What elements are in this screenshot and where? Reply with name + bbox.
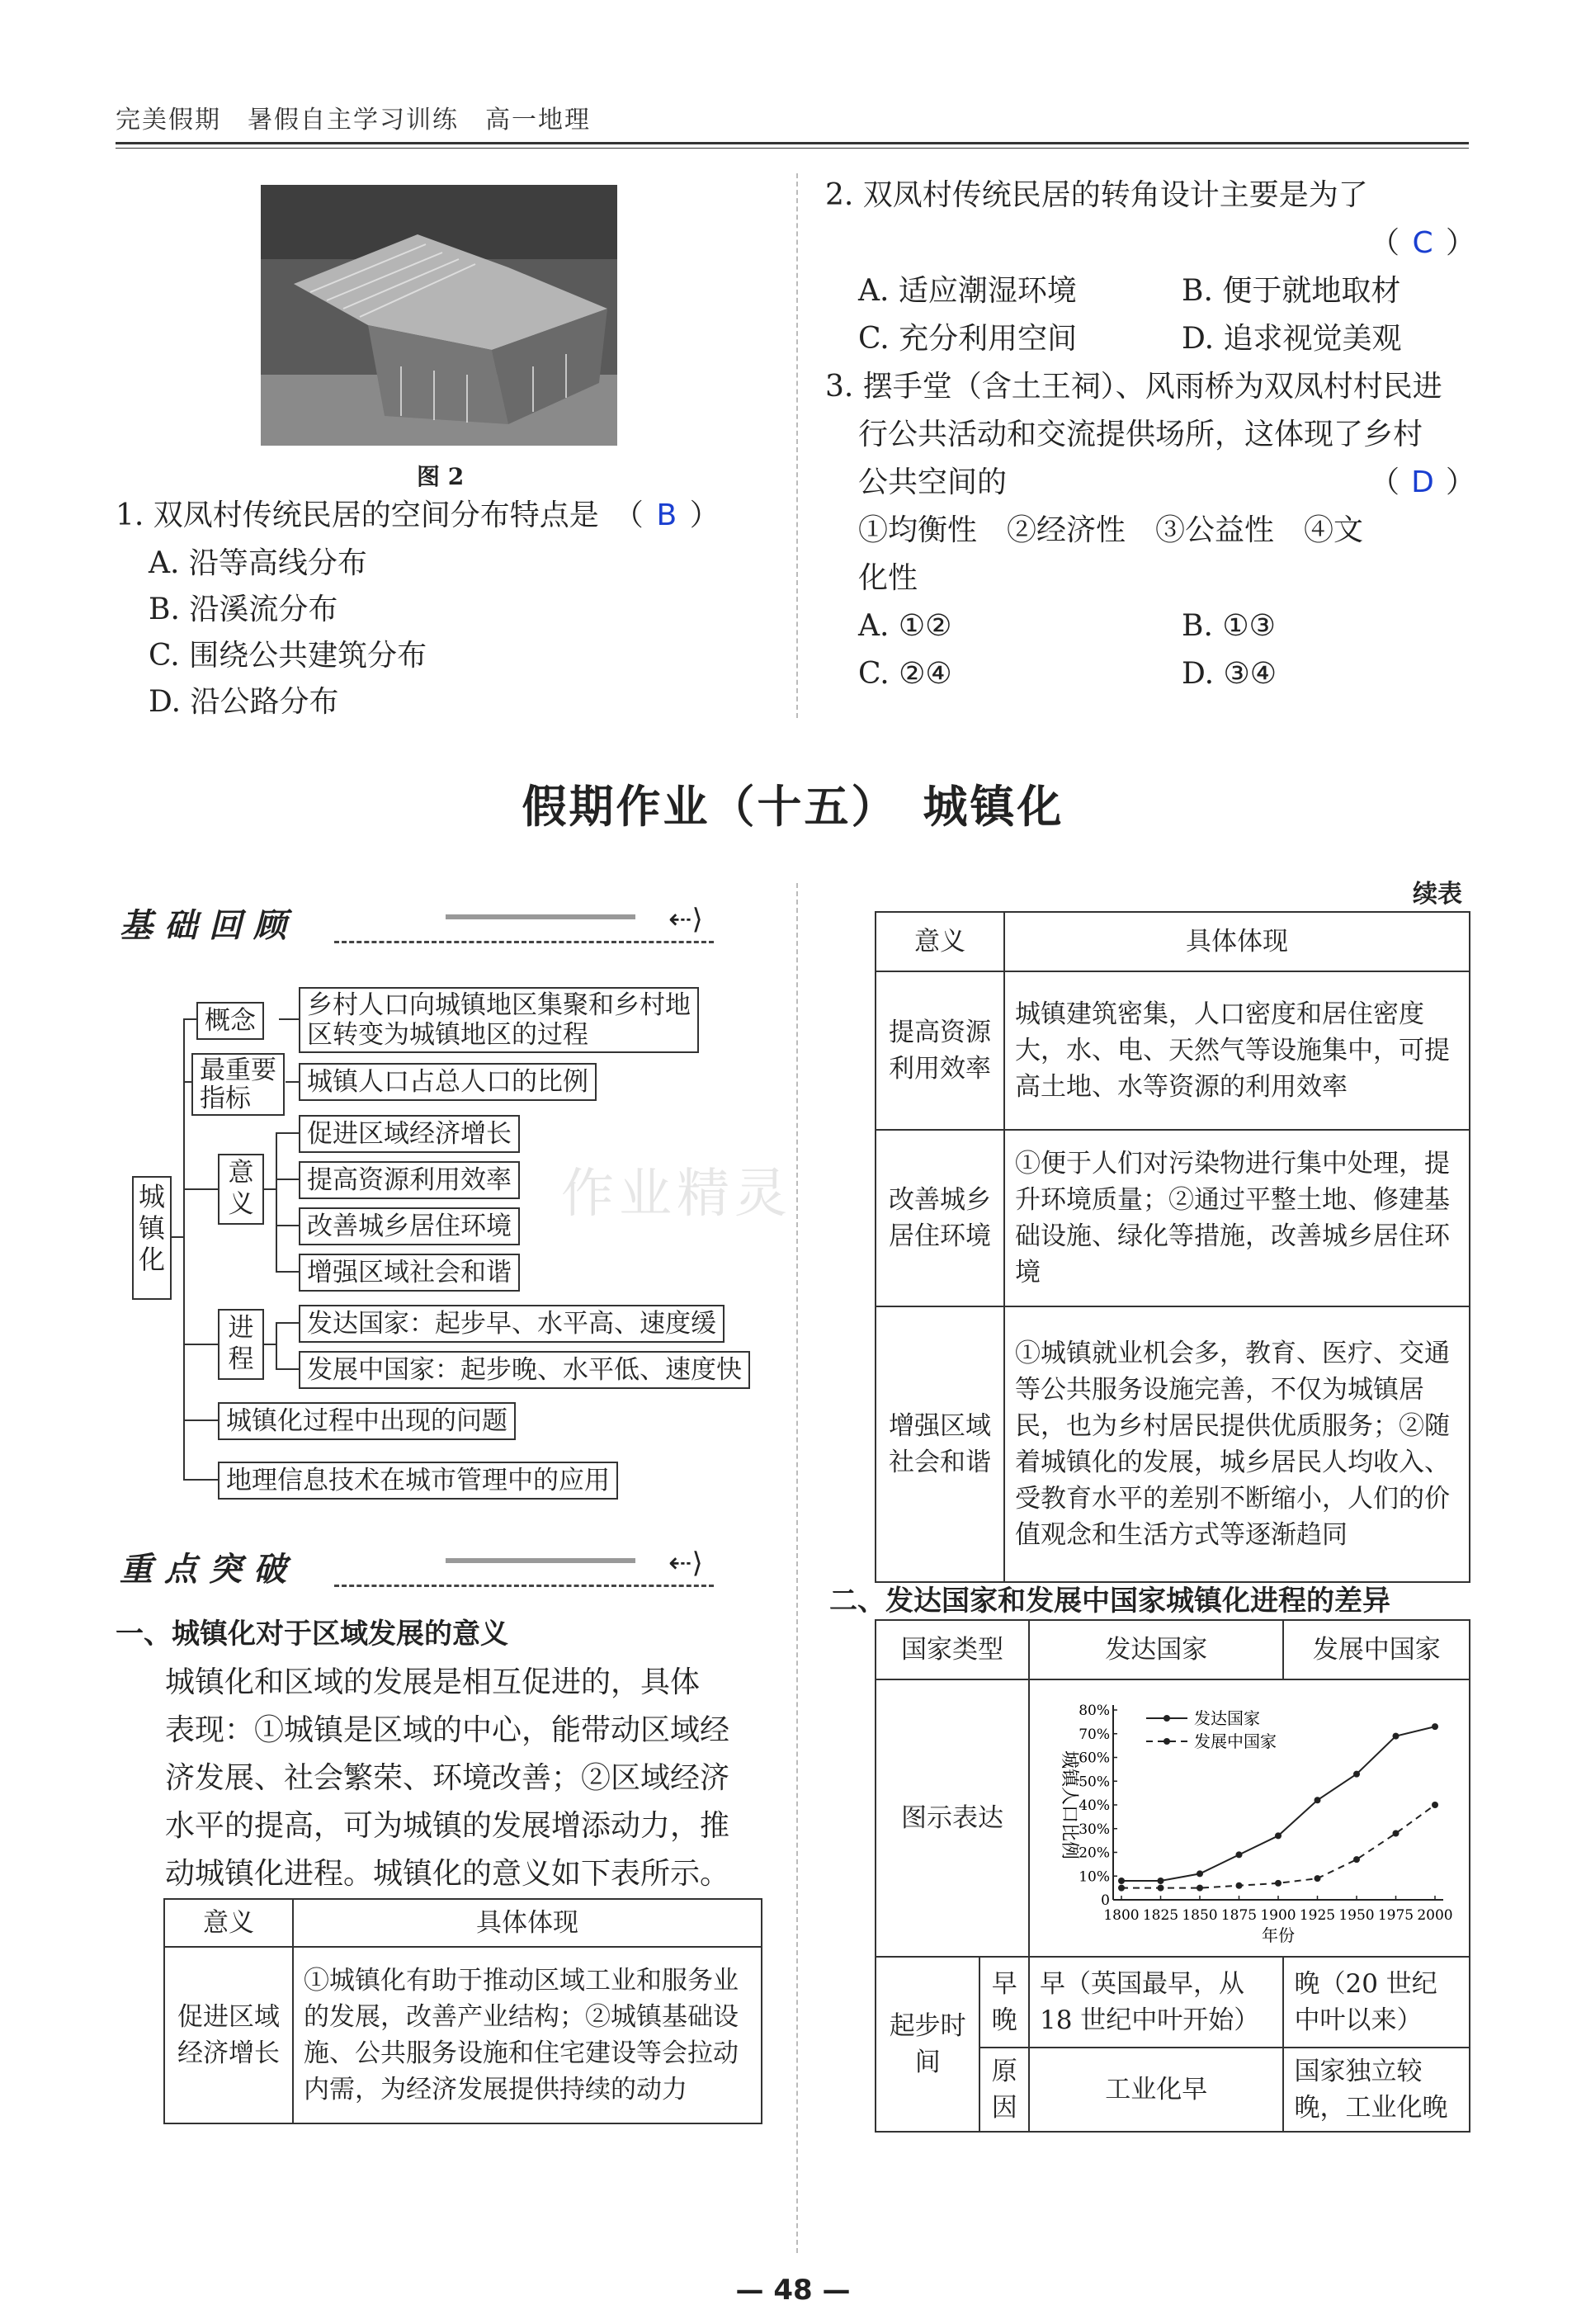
series-2-point	[1236, 1882, 1243, 1889]
pnum-value: 48	[773, 2274, 813, 2307]
t3-chart-cell	[1029, 1679, 1470, 1957]
t2-row3-meaning: 增强区域社会和谐	[876, 1306, 1004, 1582]
q2-open: （	[1370, 226, 1400, 260]
t3-developed-start: 早（英国最早，从 18 世纪中叶开始）	[1029, 1957, 1283, 2048]
t1-header-detail: 具体体现	[293, 1899, 762, 1947]
mm-connector	[183, 1419, 218, 1421]
subheading-2: 二、发达国家和发展中国家城镇化进程的差异	[829, 1585, 1390, 1618]
section-dash	[334, 941, 714, 943]
para-line-3: 济发展、社会繁荣、环境改善；②区域经济	[165, 1761, 730, 1795]
series-1-point	[1353, 1771, 1360, 1778]
series-1-point	[1158, 1878, 1164, 1884]
section-deco-bar	[446, 1558, 635, 1563]
legend-label-1: 发达国家	[1194, 1708, 1260, 1728]
indicator-line-2: 指标	[200, 1084, 251, 1113]
t3-developing-reason: 国家独立较晚，工业化晚	[1283, 2048, 1470, 2132]
series-2-point	[1197, 1885, 1203, 1892]
mm-connector	[264, 1344, 276, 1345]
para-line-2: 表现：①城镇是区域的中心，能带动区域经	[165, 1713, 730, 1747]
para-line-5: 动城镇化进程。城镇化的意义如下表所示。	[165, 1857, 730, 1891]
concept-line-1: 乡村人口向城镇地区集聚和乡村地	[307, 990, 691, 1020]
t1-row1-detail: ①城镇化有助于推动区域工业和服务业的发展，改善产业结构；②城镇基础设施、公共服务设施和住宅建设等会拉动内需，为经济发展提供持续的动力	[293, 1947, 762, 2123]
series-2-point	[1432, 1802, 1438, 1808]
page-number	[0, 2274, 1586, 2307]
figure-caption: 图 2	[417, 463, 465, 490]
meaning-item-2: 提高资源利用效率	[299, 1161, 520, 1199]
mm-connector	[183, 1479, 218, 1481]
q3-open: （	[1370, 465, 1400, 499]
q1-stem: 1. 双凤村传统民居的空间分布特点是 （	[116, 498, 644, 532]
series-2-point	[1275, 1880, 1282, 1887]
y-tick-label: 80%	[1079, 1703, 1110, 1719]
x-tick-label: 2000	[1417, 1907, 1453, 1924]
mindmap-gis: 地理信息技术在城市管理中的应用	[218, 1462, 618, 1500]
arrow-left-icon: ⇠⟩	[668, 903, 703, 936]
q2-answer: C	[1412, 226, 1433, 260]
mm-connector	[276, 1179, 299, 1180]
x-tick-label: 1950	[1338, 1907, 1375, 1924]
y-tick-label: 20%	[1079, 1845, 1110, 1862]
t3-start-label: 起步时间	[876, 1957, 979, 2132]
y-tick-label: 50%	[1079, 1774, 1110, 1791]
series-1-point	[1118, 1878, 1125, 1884]
t1-row1-meaning: 促进区域经济增长	[164, 1947, 293, 2123]
q1-option-c: C. 围绕公共建筑分布	[149, 639, 427, 673]
q3-line5: 化性	[858, 561, 918, 595]
q3-line2: 行公共活动和交流提供场所，这体现了乡村	[858, 418, 1423, 451]
process-developing: 发展中国家：起步晚、水平低、速度快	[299, 1351, 750, 1389]
subheading-1: 一、城镇化对于区域发展的意义	[116, 1618, 508, 1651]
building-illustration	[261, 185, 617, 446]
series-1-point	[1393, 1733, 1400, 1740]
t3-chart-label: 图示表达	[876, 1679, 1029, 1957]
mindmap-concept-text	[299, 987, 699, 1053]
pnum-dash-right: —	[812, 2274, 851, 2307]
mm-branch	[276, 1322, 277, 1370]
q3-option-b: B. ①③	[1182, 609, 1276, 643]
mm-branch	[276, 1132, 277, 1273]
mm-connector	[276, 1132, 299, 1134]
concept-line-2: 区转变为城镇地区的过程	[307, 1020, 588, 1050]
t3-developing-start: 晚（20 世纪中叶以来）	[1283, 1957, 1470, 2048]
t3-header-developing: 发展中国家	[1283, 1620, 1470, 1679]
t2-header-detail: 具体体现	[1004, 912, 1470, 971]
legend-marker-2	[1164, 1738, 1170, 1745]
comparison-table	[875, 1619, 1470, 2133]
x-tick-label: 1800	[1103, 1907, 1140, 1924]
x-axis-label: 年份	[1262, 1925, 1295, 1945]
mm-connector	[276, 1225, 299, 1226]
q2-close: ）	[1446, 226, 1476, 260]
section-key-breakthrough: 重点突破	[120, 1550, 298, 1589]
q1-close: ）	[689, 498, 720, 532]
t1-header-meaning: 意义	[164, 1899, 293, 1947]
question-1	[116, 492, 720, 540]
section-basic-review: 基础回顾	[120, 906, 298, 945]
series-1-point	[1236, 1851, 1243, 1858]
q3-answer-line	[1370, 459, 1475, 507]
para-line-4: 水平的提高，可为城镇的发展增添动力，推	[165, 1809, 730, 1843]
q3-close: ）	[1446, 465, 1476, 499]
mm-connector	[183, 1081, 191, 1083]
continued-label: 续表	[1413, 880, 1462, 909]
series-1-point	[1197, 1870, 1203, 1877]
t3-early-late-label: 早晚	[979, 1957, 1029, 2048]
series-2-point	[1118, 1885, 1125, 1892]
header-rule-thin	[116, 148, 1469, 149]
x-tick-label: 1900	[1260, 1907, 1296, 1924]
series-1-point	[1315, 1797, 1321, 1803]
t3-developed-reason: 工业化早	[1029, 2048, 1283, 2132]
village-photo	[261, 185, 617, 446]
q2-option-b: B. 便于就地取材	[1182, 274, 1401, 308]
meaning-item-1: 促进区域经济增长	[299, 1115, 520, 1153]
mm-connector	[286, 1081, 299, 1083]
series-2-point	[1353, 1856, 1360, 1863]
legend-marker-1	[1164, 1715, 1170, 1722]
q3-option-d: D. ③④	[1182, 657, 1277, 691]
column-divider-bottom	[796, 883, 798, 2253]
indicator-line-1: 最重要	[200, 1056, 276, 1085]
q3-option-c: C. ②④	[858, 657, 952, 691]
q2-answer-line	[1370, 220, 1475, 267]
t3-reason-label: 原因	[979, 2048, 1029, 2132]
y-tick-label: 60%	[1079, 1750, 1110, 1767]
mindmap-root: 城镇化	[132, 1176, 172, 1300]
watermark: 作业精灵	[561, 1164, 792, 1225]
q1-option-a: A. 沿等高线分布	[149, 546, 367, 580]
mindmap-indicator	[191, 1053, 285, 1116]
q2-option-d: D. 追求视觉美观	[1182, 322, 1402, 356]
q3-line3: 公共空间的	[858, 465, 1008, 499]
series-2-point	[1315, 1875, 1321, 1882]
t2-row1-detail: 城镇建筑密集，人口密度和居住密度大，水、电、天然气等设施集中，可提高土地、水等资源的利用效率	[1004, 971, 1470, 1130]
meaning-table-2	[875, 911, 1470, 1583]
y-tick-label: 10%	[1079, 1868, 1110, 1886]
mm-connector	[264, 1188, 276, 1190]
series-line-2	[1121, 1805, 1435, 1888]
mindmap-problems: 城镇化过程中出现的问题	[218, 1402, 516, 1440]
mindmap-indicator-text: 城镇人口占总人口的比例	[299, 1063, 597, 1101]
x-tick-label: 1825	[1142, 1907, 1179, 1924]
header-rule	[116, 142, 1469, 144]
mm-connector	[276, 1271, 299, 1273]
q3-line4: ①均衡性 ②经济性 ③公益性 ④文	[858, 513, 1364, 547]
q2-stem: 2. 双凤村传统民居的转角设计主要是为了	[825, 178, 1368, 212]
mm-connector	[183, 1344, 218, 1345]
meaning-table-1	[163, 1898, 762, 2124]
section-deco-bar	[446, 914, 635, 919]
t2-row3-detail: ①城镇就业机会多，教育、医疗、交通等公共服务设施完善，不仅为城镇居民，也为乡村居民提供优质服务；②随着城镇化的发展，城乡居民人均收入、受教育水平的差别不断缩小，人们的价值观念和生活方式等逐渐趋同	[1004, 1306, 1470, 1582]
para-line-1: 城镇化和区域的发展是相互促进的，具体	[165, 1665, 701, 1699]
x-tick-label: 1975	[1377, 1907, 1414, 1924]
series-2-point	[1393, 1830, 1400, 1837]
process-developed: 发达国家：起步早、水平高、速度缓	[299, 1305, 725, 1343]
x-tick-label: 1925	[1299, 1907, 1336, 1924]
t2-header-meaning: 意义	[876, 912, 1004, 971]
series-1-point	[1432, 1723, 1438, 1730]
pnum-dash-left: —	[735, 2274, 774, 2307]
mm-connector	[276, 1322, 299, 1324]
mm-trunk	[183, 1018, 185, 1481]
meaning-item-3: 改善城乡居住环境	[299, 1207, 520, 1245]
section-dash	[334, 1585, 714, 1587]
x-tick-label: 1875	[1220, 1907, 1258, 1924]
q1-option-d: D. 沿公路分布	[149, 685, 339, 719]
mm-connector	[183, 1018, 196, 1020]
t2-row1-meaning: 提高资源利用效率	[876, 971, 1004, 1130]
q2-option-a: A. 适应潮湿环境	[858, 274, 1077, 308]
legend-label-2: 发展中国家	[1194, 1731, 1277, 1751]
mindmap-meaning: 意义	[218, 1154, 264, 1225]
y-tick-label: 0	[1101, 1892, 1110, 1909]
q3-line1: 3. 摆手堂（含土王祠）、风雨桥为双凤村村民进	[825, 370, 1442, 404]
t3-header-developed: 发达国家	[1029, 1620, 1283, 1679]
q3-option-a: A. ①②	[858, 609, 952, 643]
x-tick-label: 1850	[1182, 1907, 1218, 1924]
y-tick-label: 40%	[1079, 1797, 1110, 1814]
y-axis-label: 城镇人口比例	[1059, 1750, 1079, 1860]
series-1-point	[1275, 1832, 1282, 1839]
page-header: 完美假期 暑假自主学习训练 高一地理	[116, 106, 591, 135]
t2-row2-detail: ①便于人们对污染物进行集中处理，提升环境质量；②通过平整土地、修建基础设施、绿化等措施，改善城乡居住环境	[1004, 1130, 1470, 1306]
t3-header-type: 国家类型	[876, 1620, 1029, 1679]
series-line-1	[1121, 1726, 1435, 1881]
mm-connector	[276, 1368, 299, 1370]
y-tick-label: 70%	[1079, 1726, 1110, 1743]
meaning-item-4: 增强区域社会和谐	[299, 1254, 520, 1292]
q3-answer: D	[1411, 465, 1434, 499]
column-divider-top	[796, 173, 798, 718]
q1-option-b: B. 沿溪流分布	[149, 593, 338, 626]
mm-connector	[279, 1018, 299, 1020]
assignment-title: 假期作业（十五） 城镇化	[522, 781, 1064, 833]
arrow-left-icon: ⇠⟩	[668, 1547, 703, 1580]
q2-option-c: C. 充分利用空间	[858, 322, 1078, 356]
t2-row2-meaning: 改善城乡居住环境	[876, 1130, 1004, 1306]
urbanization-chart	[1030, 1680, 1469, 1956]
mindmap-process: 进程	[218, 1309, 264, 1380]
q1-answer: B	[656, 498, 677, 532]
y-tick-label: 30%	[1079, 1821, 1110, 1838]
mm-connector	[183, 1188, 218, 1190]
mindmap-concept: 概念	[196, 1002, 264, 1040]
series-2-point	[1158, 1885, 1164, 1892]
